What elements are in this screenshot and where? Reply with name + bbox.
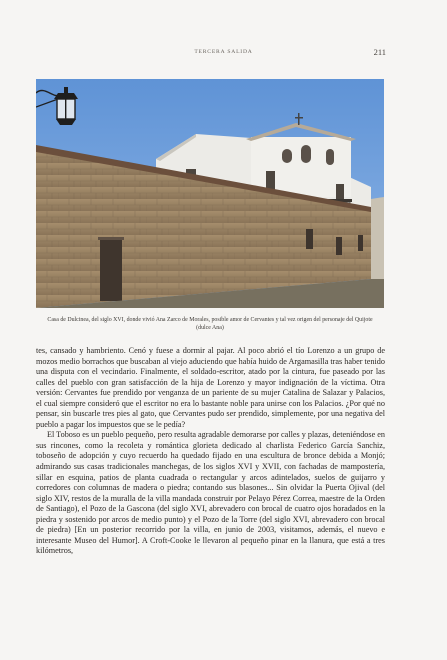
page-number: 211 [373,47,386,57]
photo-casa-de-dulcinea [36,79,384,308]
paragraph-1: tes, cansado y hambriento. Cenó y fuese a dormir al pajar. Al poco abrió el tío Lorenzo a un grupo de mozos medio borrachos que buscaban al viejo aduciendo que había huido de Argamasilla tras haber tenido una disputa con el vecindario. Finalmente, el soldado-escritor, atado por la cintura, fue paseado por las calles del pueblo con gran satisfacción de la hija de Lorenzo y mayor indignación de la víctima. Otra versión: Cervantes fue prendido por venganza de un pariente de su mujer Catalina de Salazar y Palacios, el cual siempre consideró que el escritor no era lo bastante noble para unirse con los Palacios. ¿Por qué no pensar, sin buscarle tres pies al gato, que Cervantes pudo ser prendido, simplemente, por una negativa del pueblo a pagar los impuestos que se le pedía? [36,346,385,429]
body-text [36,346,385,557]
paragraph-2: El Toboso es un pueblo pequeño, pero resulta agradable demorarse por calles y plazas, deteniéndose en sus rincones, como la recoleta y romántica glorieta dedicado al charlista Federico García Sanchiz, toboseño de adopción y cuyo recuerdo ha quedado fijado en una escultura de bronce debida a Monjó; admirando sus casas tradicionales manchegas, de los siglos XVI y XVII, con fachadas de mampostería, sillar en esquina, patios de planta cuadrada o rectangular y arcos adintelados, suelos de guijarro y corredores con columnas de madera o piedra; contando sus blasones... Sin olvidar la Puerta Ojival (del siglo XIV, restos de la muralla de la villa mandada construir por Pelayo Pérez Correa, maestre de la Orden de Santiago), el Pozo de la Gascona (del siglo XVI, abrevadero con brocal de cuatro ojos horadados en la piedra y sostenido por arcos de medio punto) y el Pozo de la Torre (del siglo XVI, abrevadero con brocal de piedra) [En un posterior recorrido por la villa, en junio de 2003, visitamos, además, el nuevo e interesante Museo del Humor]. A Croft-Cooke le llevaron al pequeño pinar en la llanura, que está a tres kilómetros, [36,430,385,556]
running-head: TERCERA SALIDA [194,49,253,55]
distant-house [371,197,384,279]
figure-caption: Casa de Dulcinea, del siglo XVI, donde vivió Ana Zarco de Morales, posible amor de Cervantes y tal vez origen del personaje del Quijote (dulce Ana) [47,317,373,332]
